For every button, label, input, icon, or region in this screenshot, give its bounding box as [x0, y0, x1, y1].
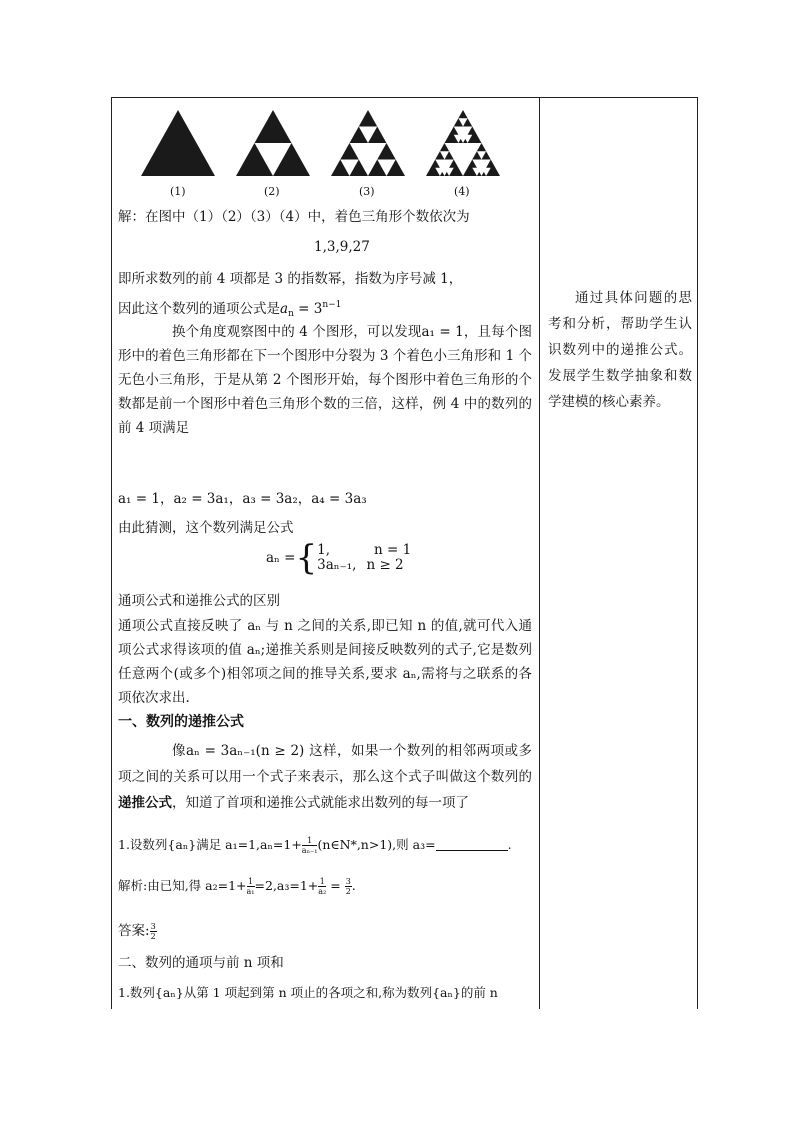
difference-text: 通项公式直接反映了 aₙ 与 n 之间的关系,即已知 n 的值,就可代入通项公式求得该项的值 aₙ;递推关系则是间接反映数列的式子,它是数列任意两个(或多个)相邻项之间的推导关系,要求 aₙ,需将与之联系的各项依次求出.: [118, 618, 532, 706]
fraction-numerator: 3: [150, 922, 156, 931]
exercise-answer: [118, 921, 157, 941]
answer-label: 答案:: [118, 923, 150, 939]
section-1-heading: 一、数列的递推公式: [118, 714, 244, 730]
solution-line-2: 即所求数列的前 4 项都是 3 的指数幂，指数为序号减 1，: [118, 271, 463, 287]
fraction-denominator: 2: [345, 887, 351, 896]
piecewise-lhs: aₙ =: [266, 550, 296, 566]
analysis-end: .: [351, 878, 356, 893]
section-1-text-suffix: ，知道了首项和递推公式就能求出数列的每一项了: [172, 795, 469, 811]
exercise-question-suffix: (n∈N*,n>1),则 a₃=: [317, 837, 436, 852]
triangle-stage-4: [426, 110, 500, 176]
piecewise-brace: {: [295, 538, 318, 578]
piecewise-case-2: [317, 558, 411, 573]
solution-line-3-text: 因此这个数列的通项公式是: [118, 301, 280, 317]
fraction-denominator: aₙ₋₁: [301, 846, 318, 855]
piecewise-case-1: [317, 543, 411, 558]
guess-line: 由此猜测，这个数列满足公式: [118, 520, 294, 536]
difference-title: 通项公式和递推公式的区别: [118, 593, 280, 609]
figure-caption-3: (3): [359, 185, 375, 198]
triangle-stage-1: [141, 110, 215, 176]
sierpinski-triangles-illustration: [136, 104, 506, 182]
piecewise-formula: [266, 538, 412, 578]
piecewise-case-2-value: 3aₙ₋₁,: [317, 557, 357, 573]
section-2-line-1: 1.数列{aₙ}从第 1 项起到第 n 项止的各项之和,称为数列{aₙ}的前 n: [118, 985, 498, 1000]
analysis-mid: =2,a₃=1+: [254, 878, 319, 893]
sierpinski-figure: [136, 104, 506, 196]
recurrence-relations: a₁ = 1，a₂ = 3a₁，a₃ = 3a₂，a₄ = 3a₃: [118, 491, 367, 507]
piecewise-cases: [317, 543, 411, 573]
observation-paragraph: 换个角度观察图中的 4 个图形，可以发现a₁ = 1，且每个图形中的着色三角形都在下一个图形中分裂为 3 个着色小三角形和 1 个无色小三角形，于是从第 2 个图形开始，每个图形中着色三角形的个数都是前一个图形中着色三角形个数的三倍，这样，例 4 中的数列的前 4 项满足: [118, 324, 532, 436]
analysis-fraction-1: [247, 877, 255, 896]
analysis-eq: =: [326, 878, 345, 893]
section-1-bold-term: 递推公式: [118, 795, 172, 811]
fraction-denominator: a₁: [246, 887, 255, 896]
fraction-numerator: 1: [319, 877, 325, 886]
exercise-question-end: .: [507, 837, 512, 852]
piecewise-case-1-value: 1,: [317, 542, 331, 558]
section-1-text-prefix: 像aₙ = 3aₙ₋₁(n ≥ 2) 这样，如果一个数列的相邻两项或多项之间的关系可以用一个式子来表示，那么这个式子叫做这个数列的: [118, 743, 532, 785]
exercise-question-prefix: 1.设数列{aₙ}满足 a₁=1,aₙ=1+: [118, 837, 302, 852]
formula-subscript: n: [288, 309, 294, 319]
fraction-numerator: 1: [302, 836, 318, 846]
triangle-stage-2: [236, 110, 310, 176]
piecewise-case-2-condition: n ≥ 2: [366, 557, 404, 573]
formula-exponent: n−1: [322, 300, 342, 310]
analysis-fraction-3: [345, 877, 352, 896]
exercise-question: [118, 835, 512, 855]
sequence-values: 1,3,9,27: [314, 239, 370, 255]
column-divider: [539, 97, 540, 1009]
fraction-numerator: 1: [247, 877, 254, 886]
analysis-prefix: 解析:由已知,得 a₂=1+: [118, 878, 247, 893]
side-note: 通过具体问题的思考和分析，帮助学生认识数列中的递推公式。发展学生数学抽象和数学建模的核心素养。: [548, 290, 692, 410]
fraction-denominator: 2: [150, 932, 156, 941]
answer-fraction: [150, 922, 157, 941]
exercise-analysis: [118, 876, 356, 896]
piecewise-case-1-condition: n = 1: [374, 542, 412, 558]
answer-blank: [436, 836, 508, 851]
formula-eq: = 3: [293, 301, 323, 317]
solution-line-1: 解：在图中（1）（2）（3）（4）中，着色三角形个数依次为: [118, 209, 470, 225]
section-2-heading: 二、数列的通项与前 n 项和: [118, 955, 284, 971]
figure-caption-4: (4): [454, 185, 470, 198]
triangle-stage-3: [331, 110, 405, 176]
formula-a: a: [280, 301, 289, 317]
fraction-denominator: a₂: [318, 887, 327, 896]
fraction-numerator: 3: [345, 877, 351, 886]
figure-caption-2: (2): [264, 185, 280, 198]
exercise-question-fraction: [302, 836, 318, 855]
section-1-text: [118, 738, 532, 816]
figure-caption-1: (1): [170, 185, 186, 198]
